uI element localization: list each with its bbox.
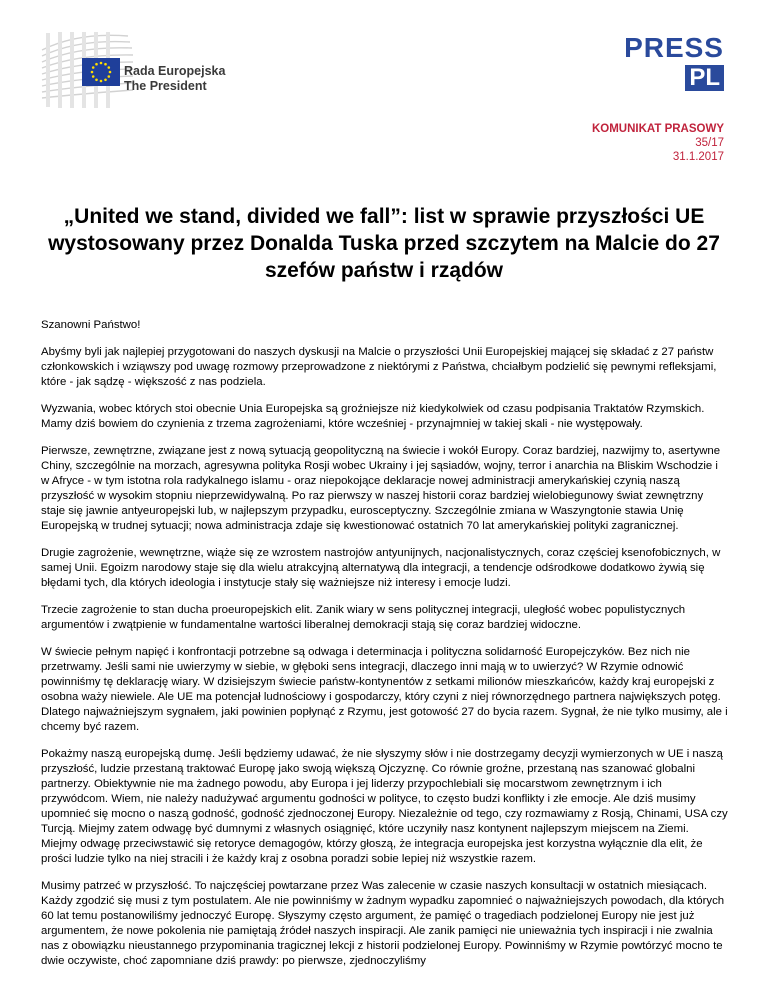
release-date: 31.1.2017 [672, 151, 724, 163]
paragraph: Wyzwania, wobec których stoi obecnie Unia Europejska są groźniejsze niż kiedykolwiek od czasu podpisania Traktatów Rzymskich. Mamy dziś bowiem do czynienia z trzema zagrożeniami, które wcześniej - przynajmniej w takiej skali - nie występowały. [41, 403, 705, 430]
greeting: Szanowni Państwo! [41, 319, 141, 331]
org-line-1: Rada Europejska [124, 64, 226, 78]
paragraph: Pokażmy naszą europejską dumę. Jeśli będziemy udawać, że nie słyszymy słów i nie dostrzegamy decyzji wymierzonych w UE i naszą przyszłość, ludzie przestaną traktować Europę jako swoją większą Ojczyznę. Co równie groźne, przestaną nas szanować globalni partnerzy. Obiektywnie nie ma żadnego powodu, aby Europa i jej liderzy przypochlebiali się mocarstwom zewnętrznym i ich przywódcom. Wiem, nie należy nadużywać argumentu godności w polityce, to często budzi konflikty i złe emocje. Ale dziś musimy upomnieć się mocno o naszą godność, godność zjednoczonej Europy. Niezależnie od tego, czy rozmawiamy z Rosją, Chinami, USA czy Turcją. Miejmy zatem odwagę być dumnymi z własnych osiągnięć, które uczyniły nasz kontynent najlepszym miejscem na Ziemi. Miejmy odwagę przeciwstawić się retoryce demagogów, którzy głoszą, że integracja europejska jest korzystna wyłącznie dla elit, że prości ludzie tylko na niej stracili i że każdy kraj z osobna poradzi sobie lepiej niż wszystkie razem. [41, 748, 728, 865]
language-badge: PL [685, 65, 724, 91]
page-title: „United we stand, divided we fall”: list w sprawie przyszłości UE wystosowany przez Donalda Tuska przed szczytem na Malcie do 27 szefów państw i rządów [48, 205, 720, 282]
release-label: KOMUNIKAT PRASOWY [591, 123, 724, 135]
release-meta [592, 122, 724, 164]
paragraph: Musimy patrzeć w przyszłość. To najczęściej powtarzane przez Was zalecenie w czasie naszych konsultacji w ostatnich miesiącach. Każdy zgodzić się musi z tym postulatem. Ale nie powinniśmy w żadnym wypadku zapomnieć o najważniejszych powodach, dla których 60 lat temu postanowiliśmy jednoczyć Europę. Słyszymy często argument, że pamięć o tragediach podzielonej Europy nie jest już argumentem, że nowe pokolenia nie pamiętają źródeł naszych inspiracji. Ale zanik pamięci nie unieważnia tych inspiracji i nie zwalnia nas z obowiązku nieustannego przypominania tragicznej lekcji z historii podzielonej Europy. Powinniśmy w Rzymie powtórzyć mocno te dwie oczywiste, choć zapomniane dziś prawdy: po pierwsze, zjednoczyliśmy [41, 880, 725, 967]
paragraph: W świecie pełnym napięć i konfrontacji potrzebne są odwaga i determinacja i polityczna solidarność Europejczyków. Bez nich nie przetrwamy. Jeśli sami nie uwierzymy w siebie, w głęboki sens integracji, dlaczego inni mają w to uwierzyć? W Rzymie odnowić powinniśmy tę deklarację wiary. W dzisiejszym świecie państw-kontynentów z setkami milionów mieszkańców, każdy kraj europejski z osobna waży niewiele. Ale UE ma potencjał ludnościowy i gospodarczy, który czyni z niej równorzędnego partnera największych potęg. Dlatego najważniejszym sygnałem, jaki powinien popłynąć z Rzymu, jest gotowość 27 do bycia razem. Sygnał, że nie tylko musimy, ale i chcemy być razem. [41, 646, 728, 733]
paragraph: Trzecie zagrożenie to stan ducha proeuropejskich elit. Zanik wiary w sens politycznej integracji, uległość wobec populistycznych argumentów i zwątpienie w fundamentalne wartości liberalnej demokracji stają się coraz bardziej widoczne. [41, 604, 686, 631]
council-logo [38, 30, 238, 110]
press-badge [624, 34, 724, 91]
organization-name [124, 64, 225, 94]
press-word: PRESS [624, 32, 724, 63]
paragraph: Drugie zagrożenie, wewnętrzne, wiąże się ze wzrostem nastrojów antyunijnych, nacjonalistycznych, coraz częściej ksenofobicznych, w samej Unii. Egoizm narodowy staje się dla wielu atrakcyjną alternatywą dla integracji, a tendencje odśrodkowe dodatkowo żywią się błędami tych, dla których ideologia i instytucje stały się ważniejsze niż interesy i emocje ludzi. [41, 547, 721, 589]
paragraph: Pierwsze, zewnętrzne, związane jest z nową sytuacją geopolityczną na świecie i wokół Europy. Coraz bardziej, nazwijmy to, asertywne Chiny, szczególnie na morzach, agresywna polityka Rosji wobec Ukrainy i jej sąsiadów, wojny, terror i anarchia na Bliskim Wschodzie i w Afryce - w tym istotna rola radykalnego islamu - oraz niepokojące deklaracje nowej administracji amerykańskiej czynią naszą przyszłość w wysokim stopniu nieprzewidywalną. Po raz pierwszy w naszej historii coraz bardziej wielobiegunowy świat zewnętrzny staje się jawnie antyeuropejski lub, w najlepszym przypadku, eurosceptyczny. Szczególnie zmiana w Waszyngtonie stawia Unię Europejską w trudnej sytuacji; nowa administracja zdaje się kwestionować ostatnich 70 lat amerykańskiej polityki zagranicznej. [41, 445, 721, 532]
release-number: 35/17 [695, 137, 724, 149]
paragraph: Abyśmy byli jak najlepiej przygotowani do naszych dyskusji na Malcie o przyszłości Unii Europejskiej mającej się składać z 27 państw członkowskich i wziąwszy pod uwagę rozmowy przeprowadzone z niektórymi z Państwa, chciałbym podzielić się pewnymi refleksjami, które - jak sądzę - większość z nas podziela. [41, 346, 717, 388]
letter-body [41, 318, 728, 981]
org-line-2: The President [124, 79, 207, 93]
eu-flag-icon [82, 58, 120, 86]
